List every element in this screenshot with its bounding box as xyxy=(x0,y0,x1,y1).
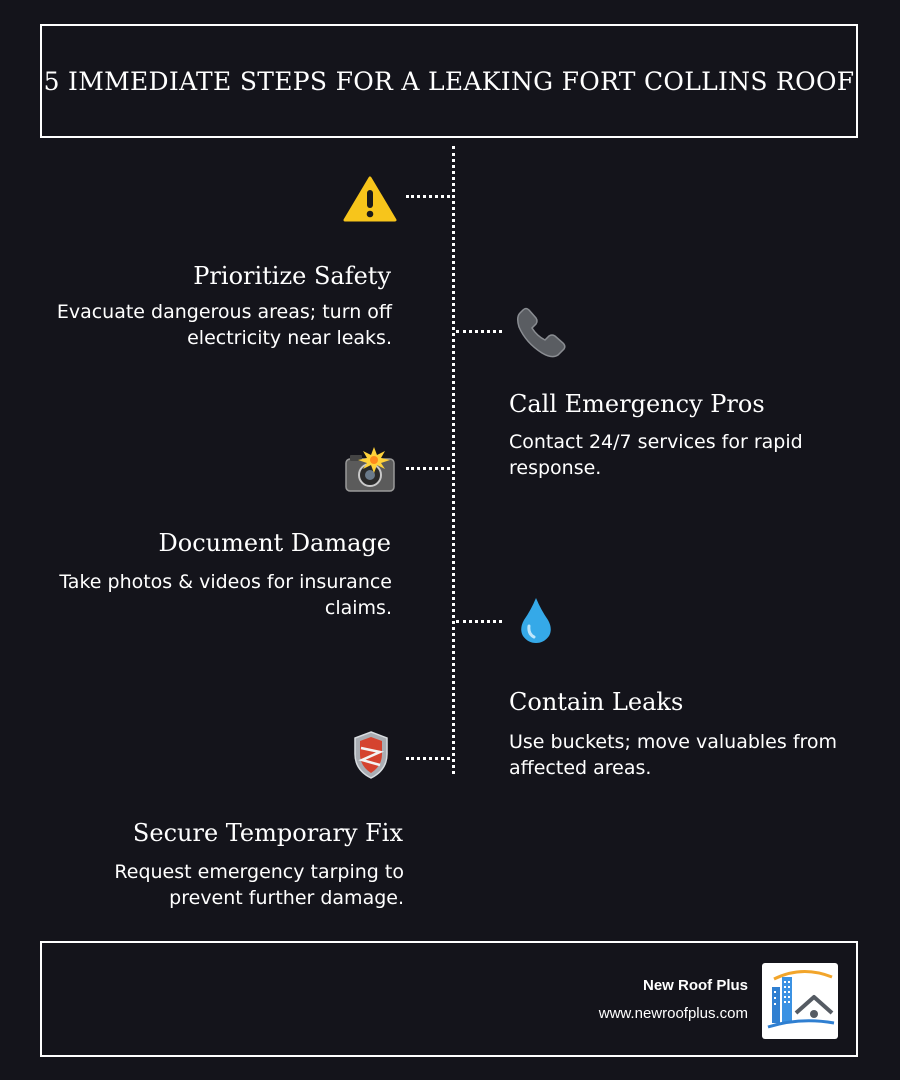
telephone-icon xyxy=(514,307,568,364)
step-desc-4: Use buckets; move valuables from affected areas. xyxy=(509,731,838,779)
brand-url: www.newroofplus.com xyxy=(598,1005,748,1022)
shield-icon xyxy=(352,730,390,785)
camera-flash-icon xyxy=(344,447,398,498)
page-title: 5 IMMEDIATE STEPS FOR A LEAKING FORT COLLINS ROOF xyxy=(43,66,855,96)
step-desc-5: Request emergency tarping to prevent further damage. xyxy=(114,861,404,909)
step-desc-3: Take photos & videos for insurance claims. xyxy=(59,571,392,619)
connector-5 xyxy=(406,757,450,760)
connector-3 xyxy=(406,467,450,470)
footer xyxy=(40,941,858,1057)
connector-1 xyxy=(406,195,450,198)
step-desc-2: Contact 24/7 services for rapid response. xyxy=(509,431,803,479)
brand-name: New Roof Plus xyxy=(642,977,748,994)
step-title-4: Contain Leaks xyxy=(509,688,684,716)
connector-4 xyxy=(456,620,502,623)
step-title-2: Call Emergency Pros xyxy=(509,390,765,418)
title-banner xyxy=(40,24,858,138)
brand-logo xyxy=(762,963,838,1039)
step-title-1: Prioritize Safety xyxy=(193,262,391,290)
connector-2 xyxy=(456,330,502,333)
warning-icon xyxy=(343,176,397,227)
step-desc-1: Evacuate dangerous areas; turn off electricity near leaks. xyxy=(56,301,392,349)
step-title-3: Document Damage xyxy=(158,529,391,557)
water-drop-icon xyxy=(519,596,553,649)
timeline-line xyxy=(452,146,455,774)
step-title-5: Secure Temporary Fix xyxy=(132,819,403,847)
